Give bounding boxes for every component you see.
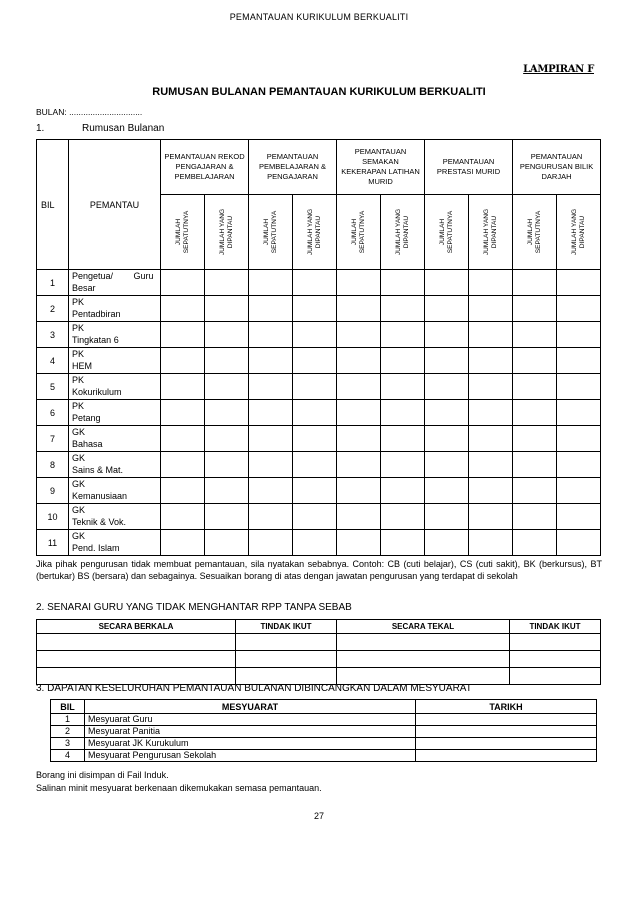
table-cell[interactable] [337, 651, 510, 668]
section-2-heading: 2. SENARAI GURU YANG TIDAK MENGHANTAR RPP TANPA SEBAB [36, 602, 352, 613]
column-header: TINDAK IKUT [510, 620, 601, 634]
count-cell[interactable] [381, 322, 425, 348]
count-cell[interactable] [249, 296, 293, 322]
row-number: 8 [37, 452, 69, 478]
subcolumn-header [425, 195, 469, 270]
count-cell[interactable] [161, 426, 205, 452]
count-cell[interactable] [205, 426, 249, 452]
section-1-title: Rumusan Bulanan [82, 123, 165, 134]
bil-header: BIL [37, 140, 69, 270]
table-cell[interactable] [337, 668, 510, 685]
count-cell[interactable] [249, 530, 293, 556]
subcolumn-header [469, 195, 513, 270]
count-cell[interactable] [557, 426, 601, 452]
category-header: PEMANTAUAN PRESTASI MURID [425, 140, 513, 195]
count-cell[interactable] [513, 296, 557, 322]
table-row [51, 750, 597, 762]
count-cell[interactable] [337, 270, 381, 296]
appendix-label: LAMPIRAN F [523, 64, 594, 75]
count-cell[interactable] [337, 374, 381, 400]
count-cell[interactable] [293, 452, 337, 478]
table-cell[interactable] [236, 651, 337, 668]
monitor-name-line: Besar [72, 282, 96, 293]
category-header: PEMANTAUAN PEMBELAJARAN & PENGAJARAN [249, 140, 337, 195]
count-cell[interactable] [381, 374, 425, 400]
row-number: 9 [37, 478, 69, 504]
subcolumn-label: JUMLAH YANG DIPANTAU [306, 208, 322, 256]
table-cell[interactable] [510, 651, 601, 668]
monitor-name-line: PK [72, 323, 85, 333]
count-cell[interactable] [425, 400, 469, 426]
count-cell[interactable] [557, 530, 601, 556]
count-cell[interactable] [161, 270, 205, 296]
row-number: 3 [51, 738, 85, 750]
meeting-name: Mesyuarat Panitia [85, 726, 416, 738]
subcolumn-header [557, 195, 601, 270]
count-cell[interactable] [381, 504, 425, 530]
count-cell[interactable] [425, 504, 469, 530]
count-cell[interactable] [161, 452, 205, 478]
table-row [37, 651, 601, 668]
row-number: 5 [37, 374, 69, 400]
count-cell[interactable] [425, 270, 469, 296]
section-1-number: 1. [36, 123, 45, 134]
monthly-summary-table [36, 139, 601, 556]
date-cell[interactable] [416, 738, 597, 750]
count-cell[interactable] [293, 322, 337, 348]
monitor-name-line: GK [72, 427, 86, 437]
count-cell[interactable] [557, 452, 601, 478]
row-number: 1 [37, 270, 69, 296]
subcolumn-header [205, 195, 249, 270]
column-header: SECARA TEKAL [337, 620, 510, 634]
instruction-note: Jika pihak pengurusan tidak membuat pemantauan, sila nyatakan sebabnya. Contoh: CB (cuti belajar), CS (cuti sakit), BK (berkursus), BT (bertukar) BS (bersara) dan sebagainya. Sesuaikan borang di atas dengan jawatan pengurusan yang terdapat di sekolah [36, 559, 602, 581]
table-row [37, 322, 601, 348]
count-cell[interactable] [293, 270, 337, 296]
monitor-name [69, 322, 161, 348]
column-header: TINDAK IKUT [236, 620, 337, 634]
count-cell[interactable] [557, 322, 601, 348]
count-cell[interactable] [381, 530, 425, 556]
monitor-name [69, 374, 161, 400]
table-row [37, 400, 601, 426]
count-cell[interactable] [557, 374, 601, 400]
count-cell[interactable] [425, 296, 469, 322]
count-cell[interactable] [513, 478, 557, 504]
table-cell[interactable] [37, 668, 236, 685]
count-cell[interactable] [425, 452, 469, 478]
count-cell[interactable] [205, 296, 249, 322]
count-cell[interactable] [425, 322, 469, 348]
count-cell[interactable] [469, 478, 513, 504]
count-cell[interactable] [557, 400, 601, 426]
table-row [37, 634, 601, 651]
monitor-name-line: Teknik & Vok. [72, 516, 127, 527]
count-cell[interactable] [205, 478, 249, 504]
monitor-name-line: Petang [72, 412, 101, 423]
count-cell[interactable] [469, 374, 513, 400]
category-header: PEMANTAUAN SEMAKAN KEKERAPAN LATIHAN MURID [337, 140, 425, 195]
count-cell[interactable] [469, 348, 513, 374]
count-cell[interactable] [161, 374, 205, 400]
count-cell[interactable] [205, 504, 249, 530]
column-header: SECARA BERKALA [37, 620, 236, 634]
table-row [37, 426, 601, 452]
subcolumn-header [249, 195, 293, 270]
table-cell[interactable] [37, 651, 236, 668]
monitor-name-line: Sains & Mat. [72, 464, 124, 475]
row-number: 1 [51, 714, 85, 726]
count-cell[interactable] [469, 322, 513, 348]
monitor-name-line: GK [72, 531, 86, 541]
table-cell[interactable] [37, 634, 236, 651]
count-cell[interactable] [293, 296, 337, 322]
count-cell[interactable] [205, 348, 249, 374]
date-cell[interactable] [416, 726, 597, 738]
monitor-name [69, 478, 161, 504]
column-header: TARIKH [416, 700, 597, 714]
subcolumn-header [161, 195, 205, 270]
count-cell[interactable] [337, 530, 381, 556]
subcolumn-header [381, 195, 425, 270]
count-cell[interactable] [469, 504, 513, 530]
count-cell[interactable] [513, 270, 557, 296]
monitor-name-line: Pend. Islam [72, 542, 120, 553]
count-cell[interactable] [293, 374, 337, 400]
count-cell[interactable] [161, 296, 205, 322]
subcolumn-header [337, 195, 381, 270]
table-row [37, 374, 601, 400]
count-cell[interactable] [293, 426, 337, 452]
table-row [51, 714, 597, 726]
monitor-name [69, 504, 161, 530]
table-row [37, 452, 601, 478]
table-row [37, 530, 601, 556]
monitor-name-line: HEM [72, 360, 92, 371]
row-number: 4 [37, 348, 69, 374]
monitor-name-line: PK [72, 297, 85, 307]
count-cell[interactable] [249, 270, 293, 296]
subcolumn-label: JUMLAH YANG DIPANTAU [394, 208, 410, 256]
table-cell[interactable] [236, 668, 337, 685]
count-cell[interactable] [337, 478, 381, 504]
row-number: 4 [51, 750, 85, 762]
meeting-name: Mesyuarat Pengurusan Sekolah [85, 750, 416, 762]
count-cell[interactable] [205, 452, 249, 478]
count-cell[interactable] [425, 374, 469, 400]
count-cell[interactable] [557, 270, 601, 296]
table-row [51, 738, 597, 750]
date-cell[interactable] [416, 714, 597, 726]
count-cell[interactable] [161, 348, 205, 374]
count-cell[interactable] [381, 270, 425, 296]
monitor-name [69, 270, 161, 296]
row-number: 6 [37, 400, 69, 426]
count-cell[interactable] [513, 322, 557, 348]
count-cell[interactable] [249, 322, 293, 348]
monitor-name [69, 296, 161, 322]
count-cell[interactable] [557, 296, 601, 322]
table-cell[interactable] [236, 634, 337, 651]
count-cell[interactable] [205, 270, 249, 296]
count-cell[interactable] [293, 530, 337, 556]
count-cell[interactable] [381, 348, 425, 374]
category-header: PEMANTAUAN REKOD PENGAJARAN & PEMBELAJARAN [161, 140, 249, 195]
monitor-name [69, 452, 161, 478]
meeting-name: Mesyuarat Guru [85, 714, 416, 726]
subcolumn-header [293, 195, 337, 270]
count-cell[interactable] [293, 504, 337, 530]
count-cell[interactable] [513, 426, 557, 452]
count-cell[interactable] [557, 504, 601, 530]
count-cell[interactable] [425, 348, 469, 374]
count-cell[interactable] [249, 452, 293, 478]
count-cell[interactable] [161, 478, 205, 504]
monitor-name-line: Kemanusiaan [72, 490, 128, 501]
page-number: 27 [313, 811, 324, 821]
subcolumn-label: JUMLAH YANG DIPANTAU [482, 208, 498, 256]
count-cell[interactable] [249, 504, 293, 530]
table-row [37, 348, 601, 374]
section-1-heading [36, 123, 164, 134]
monitor-name-line: PK [72, 401, 85, 411]
count-cell[interactable] [161, 322, 205, 348]
count-cell[interactable] [337, 322, 381, 348]
count-cell[interactable] [513, 452, 557, 478]
count-cell[interactable] [293, 400, 337, 426]
count-cell[interactable] [513, 348, 557, 374]
count-cell[interactable] [469, 296, 513, 322]
subcolumn-label: JUMLAH YANG DIPANTAU [218, 208, 234, 256]
count-cell[interactable] [381, 296, 425, 322]
subcolumn-label: JUMLAH SEPATUTNYA [174, 210, 190, 254]
table-row [37, 504, 601, 530]
table-row [37, 668, 601, 685]
count-cell[interactable] [425, 530, 469, 556]
page-title: RUMUSAN BULANAN PEMANTAUAN KURIKULUM BERKUALITI [152, 86, 486, 98]
count-cell[interactable] [425, 426, 469, 452]
monitor-name-line: Tingkatan 6 [72, 334, 119, 345]
subcolumn-header [513, 195, 557, 270]
monitor-name-line: PK [72, 349, 85, 359]
category-header: PEMANTAUAN PENGURUSAN BILIK DARJAH [513, 140, 601, 195]
footer-line: Borang ini disimpan di Fail Induk. [36, 770, 169, 780]
count-cell[interactable] [381, 478, 425, 504]
monitor-name-line: Pengetua/ Guru [72, 271, 154, 281]
table-cell[interactable] [337, 634, 510, 651]
row-number: 10 [37, 504, 69, 530]
count-cell[interactable] [513, 400, 557, 426]
teacher-list-table [36, 619, 601, 685]
monitor-name [69, 400, 161, 426]
pemantau-header: PEMANTAU [69, 140, 161, 270]
month-field-label: BULAN: ............................... [36, 107, 143, 117]
table-row [51, 726, 597, 738]
count-cell[interactable] [469, 400, 513, 426]
monitor-name [69, 530, 161, 556]
count-cell[interactable] [469, 426, 513, 452]
table-cell[interactable] [510, 668, 601, 685]
count-cell[interactable] [205, 400, 249, 426]
count-cell[interactable] [469, 530, 513, 556]
monitor-name [69, 348, 161, 374]
count-cell[interactable] [249, 426, 293, 452]
date-cell[interactable] [416, 750, 597, 762]
count-cell[interactable] [337, 504, 381, 530]
monitor-name [69, 426, 161, 452]
table-cell[interactable] [510, 634, 601, 651]
column-header: BIL [51, 700, 85, 714]
count-cell[interactable] [337, 452, 381, 478]
row-number: 3 [37, 322, 69, 348]
count-cell[interactable] [337, 426, 381, 452]
count-cell[interactable] [381, 400, 425, 426]
row-number: 11 [37, 530, 69, 556]
count-cell[interactable] [425, 478, 469, 504]
count-cell[interactable] [249, 478, 293, 504]
row-number: 7 [37, 426, 69, 452]
subcolumn-label: JUMLAH SEPATUTNYA [350, 210, 366, 254]
subcolumn-label: JUMLAH SEPATUTNYA [438, 210, 454, 254]
row-number: 2 [37, 296, 69, 322]
monitor-name-line: Pentadbiran [72, 308, 121, 319]
count-cell[interactable] [337, 400, 381, 426]
running-header: PEMANTAUAN KURIKULUM BERKUALITI [229, 12, 409, 22]
count-cell[interactable] [249, 374, 293, 400]
count-cell[interactable] [161, 530, 205, 556]
table-row [37, 478, 601, 504]
subcolumn-label: JUMLAH SEPATUTNYA [526, 210, 542, 254]
count-cell[interactable] [337, 296, 381, 322]
meeting-table [50, 699, 597, 762]
count-cell[interactable] [469, 270, 513, 296]
count-cell[interactable] [161, 504, 205, 530]
table-row [37, 270, 601, 296]
count-cell[interactable] [205, 530, 249, 556]
count-cell[interactable] [381, 426, 425, 452]
count-cell[interactable] [557, 478, 601, 504]
monitor-name-line: GK [72, 479, 86, 489]
count-cell[interactable] [161, 400, 205, 426]
monitor-name-line: Bahasa [72, 438, 103, 449]
meeting-name: Mesyuarat JK Kurukulum [85, 738, 416, 750]
count-cell[interactable] [205, 322, 249, 348]
table-row [37, 296, 601, 322]
subcolumn-label: JUMLAH SEPATUTNYA [262, 210, 278, 254]
monitor-name-line: PK [72, 375, 85, 385]
count-cell[interactable] [513, 530, 557, 556]
monitor-name-line: GK [72, 505, 86, 515]
monitor-name-line: Kokurikulum [72, 386, 122, 397]
count-cell[interactable] [293, 478, 337, 504]
count-cell[interactable] [469, 452, 513, 478]
section-3-heading: 3. DAPATAN KESELURUHAN PEMANTAUAN BULANAN DIBINCANGKAN DALAM MESYUARAT [36, 683, 472, 694]
subcolumn-label: JUMLAH YANG DIPANTAU [570, 208, 586, 256]
count-cell[interactable] [513, 374, 557, 400]
footer-notes [36, 769, 322, 794]
count-cell[interactable] [249, 400, 293, 426]
count-cell[interactable] [249, 348, 293, 374]
row-number: 2 [51, 726, 85, 738]
footer-line: Salinan minit mesyuarat berkenaan dikemukakan semasa pemantauan. [36, 782, 322, 793]
monitor-name-line: GK [72, 453, 86, 463]
column-header: MESYUARAT [85, 700, 416, 714]
count-cell[interactable] [381, 452, 425, 478]
count-cell[interactable] [513, 504, 557, 530]
count-cell[interactable] [557, 348, 601, 374]
count-cell[interactable] [205, 374, 249, 400]
count-cell[interactable] [337, 348, 381, 374]
count-cell[interactable] [293, 348, 337, 374]
